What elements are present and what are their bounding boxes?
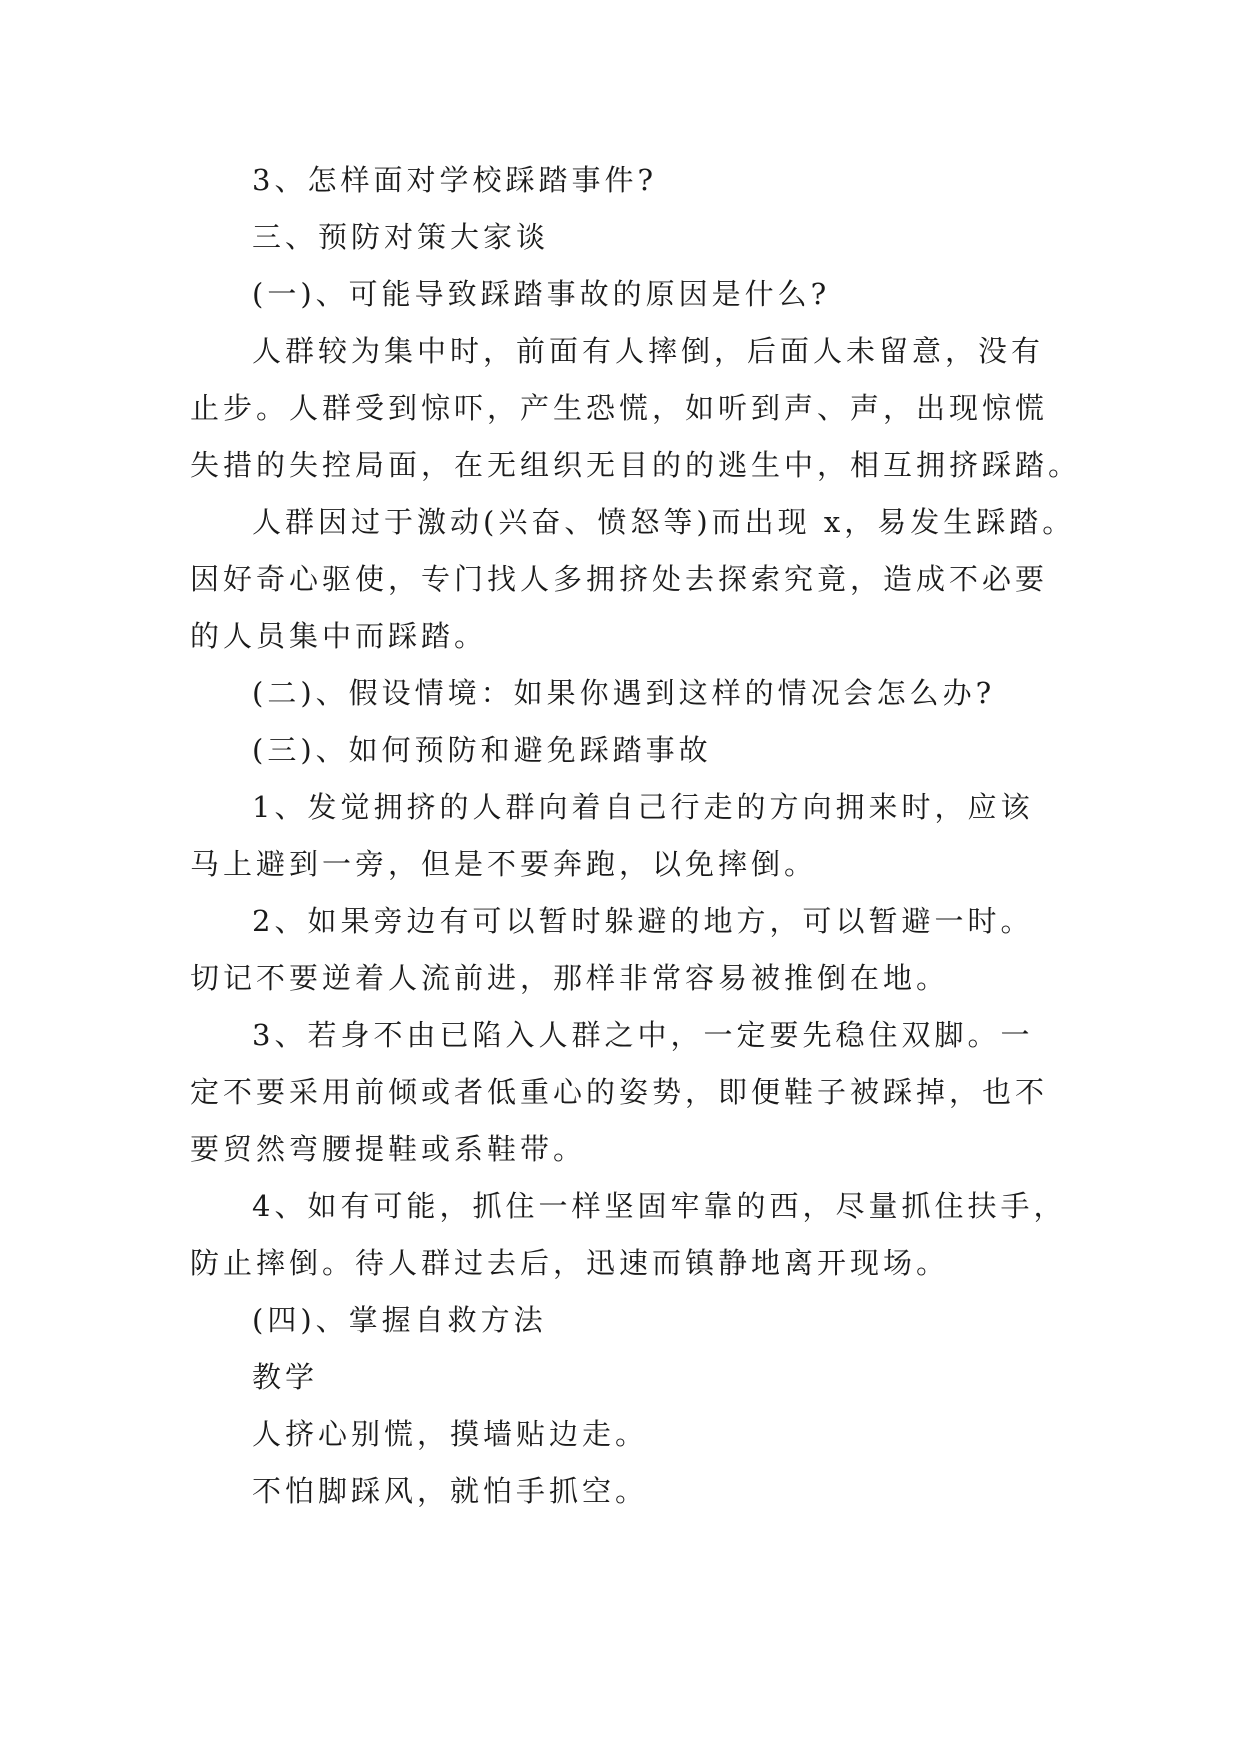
paragraph-line: 人群较为集中时，前面有人摔倒，后面人未留意，没有 — [252, 334, 1045, 368]
paragraph-line: 的人员集中而踩踏。 — [190, 619, 488, 653]
section-3-heading: 三、预防对策大家谈 — [252, 220, 550, 254]
paragraph-line: 人挤心别慌，摸墙贴边走。 — [252, 1417, 649, 1451]
subsection-2-heading: (二)、假设情境：如果你遇到这样的情况会怎么办? — [252, 676, 996, 710]
item-3-heading: 3、怎样面对学校踩踏事件? — [252, 163, 657, 197]
paragraph-line: 3、若身不由已陷入人群之中，一定要先稳住双脚。一 — [252, 1018, 1034, 1052]
paragraph-line: 定不要采用前倾或者低重心的姿势，即便鞋子被踩掉，也不 — [190, 1075, 1049, 1109]
paragraph-line: 防止摔倒。待人群过去后，迅速而镇静地离开现场。 — [190, 1246, 950, 1280]
paragraph-line: 切记不要逆着人流前进，那样非常容易被推倒在地。 — [190, 961, 950, 995]
paragraph-line: 要贸然弯腰提鞋或系鞋带。 — [190, 1132, 587, 1166]
paragraph-line: 2、如果旁边有可以暂时躲避的地方，可以暂避一时。 — [252, 904, 1034, 938]
paragraph-line: 人群因过于激动(兴奋、愤怒等)而出现 x，易发生踩踏。 — [252, 505, 1076, 539]
paragraph-line: 止步。人群受到惊吓，产生恐慌，如听到声、声，出现惊慌 — [190, 391, 1049, 425]
paragraph-line: 失措的失控局面，在无组织无目的的逃生中，相互拥挤踩踏。 — [190, 448, 1082, 482]
paragraph-line: 不怕脚踩风，就怕手抓空。 — [252, 1474, 649, 1508]
paragraph-line: 4、如有可能，抓住一样坚固牢靠的西，尽量抓住扶手， — [252, 1189, 1067, 1223]
paragraph-line: 教学 — [252, 1360, 319, 1394]
subsection-4-heading: (四)、掌握自救方法 — [252, 1303, 547, 1337]
paragraph-line: 因好奇心驱使，专门找人多拥挤处去探索究竟，造成不必要 — [190, 562, 1049, 596]
subsection-1-heading: (一)、可能导致踩踏事故的原因是什么? — [252, 277, 831, 311]
paragraph-line: 马上避到一旁，但是不要奔跑，以免摔倒。 — [190, 847, 818, 881]
subsection-3-heading: (三)、如何预防和避免踩踏事故 — [252, 733, 712, 767]
paragraph-line: 1、发觉拥挤的人群向着自己行走的方向拥来时，应该 — [252, 790, 1034, 824]
